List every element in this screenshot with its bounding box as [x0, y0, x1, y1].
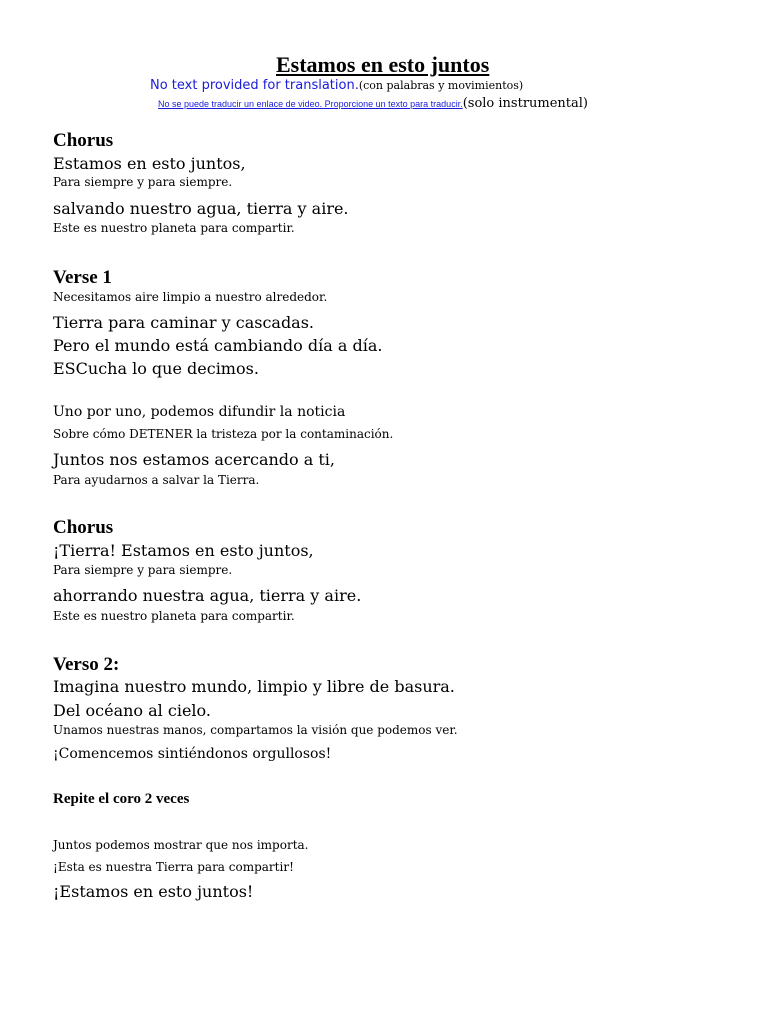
verse-1-heading: Verse 1: [53, 267, 112, 288]
lyric-line: ¡Comencemos sintiéndonos orgullosos!: [53, 746, 332, 762]
lyric-line: Estamos en esto juntos,: [53, 154, 246, 173]
lyric-line: Este es nuestro planeta para compartir.: [53, 609, 295, 623]
repeat-instruction: Repite el coro 2 veces: [53, 791, 190, 807]
lyric-line: ahorrando nuestra agua, tierra y aire.: [53, 586, 362, 605]
lyric-line: ¡Estamos en esto juntos!: [53, 882, 254, 901]
subtitle-line-2: [158, 96, 588, 111]
chorus-2-heading: Chorus: [53, 517, 114, 538]
lyric-line: Imagina nuestro mundo, limpio y libre de basura.: [53, 677, 455, 696]
lyric-line: Juntos podemos mostrar que nos importa.: [53, 838, 309, 852]
lyric-line: Juntos nos estamos acercando a ti,: [53, 450, 336, 469]
lyric-line: Uno por uno, podemos difundir la noticia: [53, 404, 346, 420]
lyric-line: Sobre cómo DETENER la tristeza por la contaminación.: [53, 427, 394, 441]
lyric-line: Tierra para caminar y cascadas.: [53, 313, 315, 332]
subtitle-2-rest: (solo instrumental): [462, 96, 588, 111]
lyric-line: Pero el mundo está cambiando día a día.: [53, 336, 383, 355]
translation-note: No text provided for translation.: [150, 78, 359, 93]
lyric-line: Para ayudarnos a salvar la Tierra.: [53, 473, 260, 487]
lyric-line: Del océano al cielo.: [53, 701, 211, 720]
lyric-line: salvando nuestro agua, tierra y aire.: [53, 199, 349, 218]
subtitle-line-1: [150, 78, 523, 93]
lyric-line: Necesitamos aire limpio a nuestro alrededor.: [53, 290, 328, 304]
subtitle-1-rest: (con palabras y movimientos): [358, 79, 524, 92]
lyric-line: Para siempre y para siempre.: [53, 175, 233, 189]
lyric-line: Este es nuestro planeta para compartir.: [53, 221, 295, 235]
video-link[interactable]: No se puede traducir un enlace de video. Proporcione un texto para traducir.: [158, 99, 463, 109]
lyric-line: ¡Esta es nuestra Tierra para compartir!: [53, 860, 294, 874]
lyric-line: Para siempre y para siempre.: [53, 563, 233, 577]
lyric-line: ESCucha lo que decimos.: [53, 359, 259, 378]
lyric-line: Unamos nuestras manos, compartamos la visión que podemos ver.: [53, 723, 458, 737]
verse-2-heading: Verso 2:: [53, 654, 120, 675]
lyric-line: ¡Tierra! Estamos en esto juntos,: [53, 541, 314, 560]
chorus-1-heading: Chorus: [53, 130, 114, 151]
document-title: Estamos en esto juntos: [276, 52, 490, 77]
